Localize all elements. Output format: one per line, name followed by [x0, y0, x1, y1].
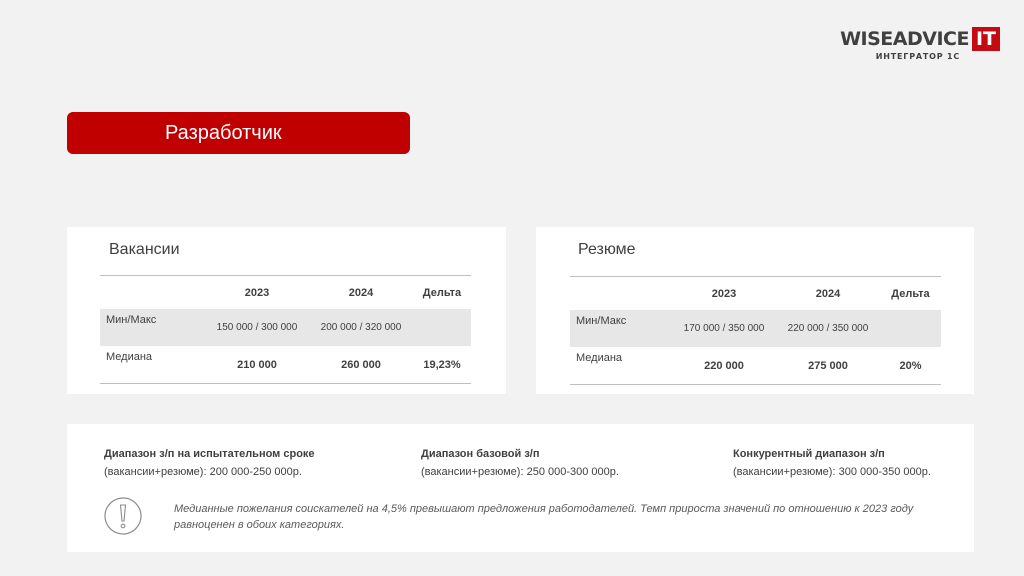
range-title: Диапазон з/п на испытательном сроке — [104, 448, 315, 460]
table-row — [100, 309, 471, 346]
header-label — [570, 277, 672, 311]
vacancies-table — [100, 275, 471, 384]
cell-delta — [413, 309, 471, 346]
row-label: Медиана — [570, 347, 672, 385]
cell-delta — [880, 310, 941, 347]
row-label: Мин/Макс — [100, 309, 205, 346]
range-competitive — [733, 445, 931, 481]
range-title: Конкурентный диапазон з/п — [733, 448, 885, 460]
table-row — [570, 347, 941, 385]
logo-subtitle: ИНТЕГРАТОР 1С — [875, 52, 960, 61]
resumes-title: Резюме — [578, 241, 636, 258]
cell-2023: 220 000 — [672, 347, 776, 385]
company-logo — [840, 27, 1000, 61]
cell-2024: 260 000 — [309, 346, 413, 384]
summary-panel — [67, 424, 974, 552]
range-text: (вакансии+резюме): 200 000-250 000р. — [104, 466, 302, 478]
header-2024: 2024 — [309, 276, 413, 310]
row-label: Медиана — [100, 346, 205, 384]
logo-wordmark: WISEADVICE — [840, 28, 969, 50]
header-delta: Дельта — [413, 276, 471, 310]
range-base — [421, 445, 619, 481]
header-2023: 2023 — [672, 277, 776, 311]
table-row — [570, 310, 941, 347]
range-text: (вакансии+резюме): 250 000-300 000р. — [421, 466, 619, 478]
cell-2023: 170 000 / 350 000 — [672, 310, 776, 347]
header-2023: 2023 — [205, 276, 309, 310]
range-title: Диапазон базовой з/п — [421, 448, 540, 460]
cell-2023: 210 000 — [205, 346, 309, 384]
logo-badge: IT — [972, 27, 1000, 51]
resumes-table — [570, 276, 941, 385]
cell-2024: 275 000 — [776, 347, 880, 385]
summary-note: Медианные пожелания соискателей на 4,5% превышают предложения работодателей. Темп прироста значений по отношению к 2023 году равноценен в обоих категориях. — [174, 503, 914, 531]
table-row — [100, 346, 471, 384]
exclamation-icon — [103, 496, 143, 536]
vacancies-title: Вакансии — [109, 241, 180, 258]
vacancies-card — [67, 227, 506, 394]
cell-2023: 150 000 / 300 000 — [205, 309, 309, 346]
page-title: Разработчик — [67, 112, 410, 154]
cell-delta: 20% — [880, 347, 941, 385]
range-text: (вакансии+резюме): 300 000-350 000р. — [733, 466, 931, 478]
cell-delta: 19,23% — [413, 346, 471, 384]
header-2024: 2024 — [776, 277, 880, 311]
cell-2024: 200 000 / 320 000 — [309, 309, 413, 346]
range-probation — [104, 445, 315, 481]
table-header — [100, 276, 471, 310]
header-label — [100, 276, 205, 310]
table-header — [570, 277, 941, 311]
header-delta: Дельта — [880, 277, 941, 311]
cell-2024: 220 000 / 350 000 — [776, 310, 880, 347]
resumes-card — [536, 227, 974, 394]
row-label: Мин/Макс — [570, 310, 672, 347]
